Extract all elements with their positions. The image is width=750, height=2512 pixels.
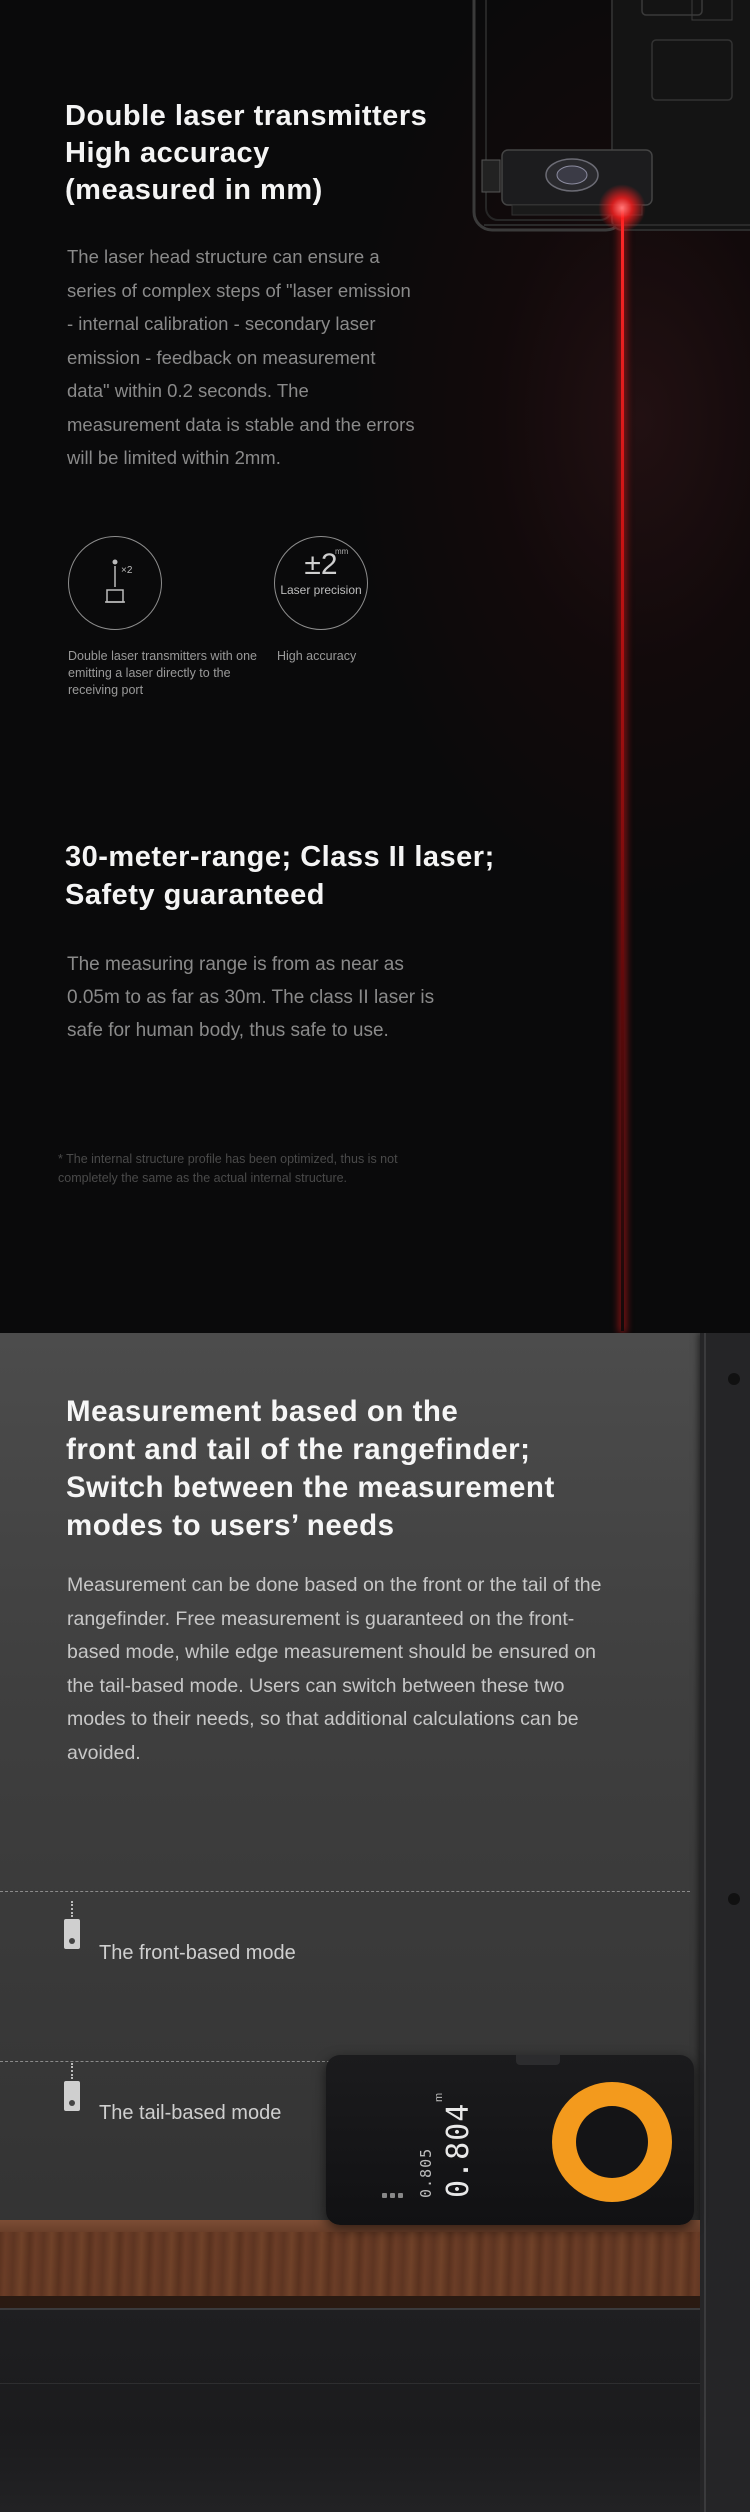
times-two-label: ×2 bbox=[121, 565, 133, 576]
measurement-mode-section bbox=[0, 1333, 750, 2512]
shelf-shadow bbox=[0, 2296, 700, 2308]
title-line: front and tail of the rangefinder; bbox=[66, 1433, 531, 1466]
device-display bbox=[403, 2070, 503, 2220]
title-line: Measurement based on the bbox=[66, 1395, 459, 1428]
metal-edge bbox=[0, 2308, 700, 2310]
tail-mode-label: The tail-based mode bbox=[99, 2102, 282, 2124]
title-line: Switch between the measurement bbox=[66, 1471, 555, 1504]
metal-seam bbox=[0, 2383, 700, 2384]
section-title bbox=[65, 98, 505, 209]
precision-feature-icon bbox=[274, 536, 368, 630]
title-line: Double laser transmitters bbox=[65, 100, 428, 132]
laser-dots-icon bbox=[71, 2063, 75, 2079]
title-line: Safety guaranteed bbox=[65, 879, 325, 911]
precision-unit: mm bbox=[335, 547, 349, 556]
rangefinder-device bbox=[326, 2055, 694, 2225]
tail-mode-guide-line bbox=[0, 2061, 330, 2062]
cabinet-frame bbox=[700, 1333, 750, 2512]
precision-label: Laser precision bbox=[280, 583, 362, 597]
front-mode-label: The front-based mode bbox=[99, 1942, 296, 1964]
laser-window bbox=[516, 2055, 560, 2065]
laser-beam bbox=[621, 206, 624, 1331]
footnote: * The internal structure profile has been optimized, thus is not completely the same as the actual internal structure. bbox=[58, 1152, 398, 1185]
section-body: The measuring range is from as near as 0.05m to as far as 30m. The class II laser is safe for human body, thus safe to use. bbox=[67, 954, 435, 1041]
section-title bbox=[65, 838, 625, 914]
feature-caption: High accuracy bbox=[277, 649, 357, 663]
display-main-reading: 0.804 bbox=[441, 2102, 476, 2198]
laser-emitter-glow bbox=[598, 184, 646, 232]
ring-hole bbox=[576, 2106, 648, 2178]
title-line: (measured in mm) bbox=[65, 174, 323, 206]
section-title bbox=[66, 1393, 686, 1545]
title-line: 30-meter-range; Class II laser; bbox=[65, 841, 495, 873]
laser-transmitter-icon bbox=[69, 537, 161, 629]
display-secondary-reading: 0.805 bbox=[417, 2147, 435, 2198]
display-unit: m bbox=[433, 2092, 445, 2102]
laser-dots-icon bbox=[71, 1901, 75, 1917]
feature-caption: Double laser transmitters with one emitting a laser directly to the receiving port bbox=[68, 649, 257, 697]
display-status-icons bbox=[382, 2185, 412, 2205]
precision-value: ±2 bbox=[304, 548, 338, 581]
frame-rivet bbox=[728, 1893, 740, 1905]
metal-cabinet bbox=[0, 2308, 700, 2512]
rangefinder-front-icon bbox=[64, 1919, 80, 1949]
section-body: The laser head structure can ensure a series of complex steps of "laser emission - internal calibration - secondary laser emission - feedback on measurement data" within 0.2 seconds. The measurement data is stable and the errors will be limited within 2mm. bbox=[67, 246, 415, 468]
wood-shelf bbox=[0, 2232, 700, 2296]
rangefinder-tail-icon bbox=[64, 2081, 80, 2111]
title-line: High accuracy bbox=[65, 137, 270, 169]
front-mode-guide-line bbox=[0, 1891, 690, 1892]
double-laser-feature-icon bbox=[68, 536, 162, 630]
section-body: Measurement can be done based on the front or the tail of the rangefinder. Free measurement is guaranteed on the front-based mode, while edge measurement should be ensured on the tail-based mode. Users can switch between these two modes to their needs, so that additional calculations can be avoided. bbox=[67, 1574, 602, 1764]
frame-rivet bbox=[728, 1373, 740, 1385]
title-line: modes to users’ needs bbox=[66, 1509, 395, 1542]
